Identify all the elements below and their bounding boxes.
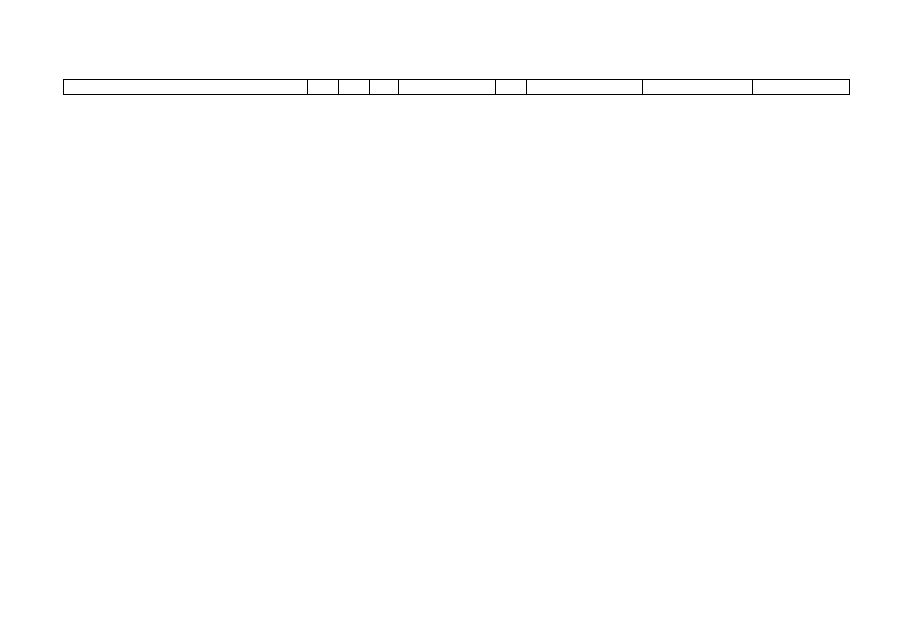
table-header	[63, 79, 850, 95]
header-col-4	[370, 80, 399, 94]
header-col-2	[308, 80, 339, 94]
header-col-6	[496, 80, 527, 94]
header-col-3	[339, 80, 370, 94]
header-col-7	[527, 80, 643, 94]
header-col-1	[64, 80, 308, 94]
header-col-5	[399, 80, 496, 94]
header-col-9	[753, 80, 849, 94]
header-col-8	[643, 80, 754, 94]
